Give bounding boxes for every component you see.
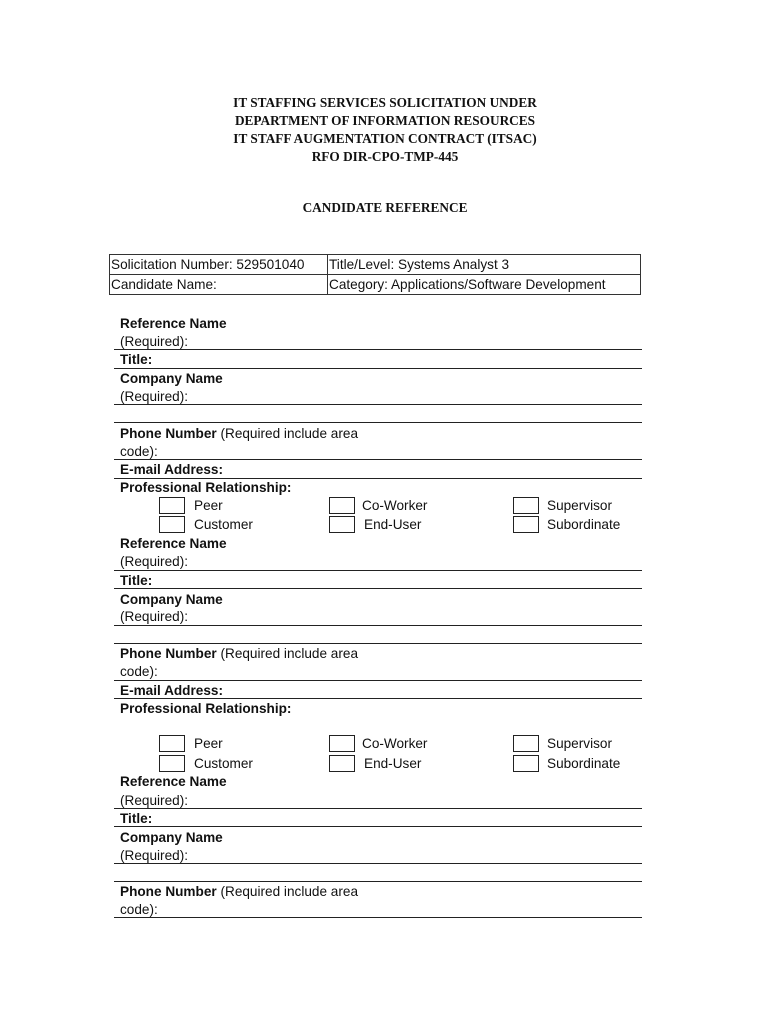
candidate-info-table — [109, 254, 641, 295]
reference-2-phone-label: Phone Number (Required include area — [120, 646, 358, 661]
reference-2-relationship-label: Professional Relationship: — [120, 701, 292, 716]
reference-1-enduser-label: End-User — [364, 517, 422, 532]
reference-3-company-field-2[interactable] — [114, 881, 642, 882]
reference-2-name-field[interactable] — [114, 570, 642, 571]
reference-3-name-required: (Required): — [120, 793, 188, 808]
reference-3-name-label: Reference Name — [120, 774, 227, 789]
reference-2-coworker-label: Co-Worker — [362, 736, 428, 751]
reference-1-name-required: (Required): — [120, 334, 188, 349]
reference-1-company-field-2[interactable] — [114, 422, 642, 423]
reference-2-subordinate-label: Subordinate — [547, 756, 621, 771]
reference-3-phone-label: Phone Number (Required include area — [120, 884, 358, 899]
reference-3-phone-field[interactable] — [114, 917, 642, 918]
reference-1-supervisor-checkbox[interactable] — [513, 497, 539, 514]
reference-2-company-label: Company Name — [120, 592, 223, 607]
reference-1-company-field[interactable] — [114, 404, 642, 405]
header-line-2: DEPARTMENT OF INFORMATION RESOURCES — [234, 113, 536, 128]
reference-1-customer-label: Customer — [194, 517, 253, 532]
reference-2-email-label: E-mail Address: — [120, 683, 223, 698]
reference-2-name-required: (Required): — [120, 554, 188, 569]
reference-1-peer-label: Peer — [194, 498, 223, 513]
reference-1-name-field[interactable] — [114, 349, 642, 350]
header-line-4: RFO DIR-CPO-TMP-445 — [311, 149, 459, 164]
header-line-3: IT STAFF AUGMENTATION CONTRACT (ITSAC) — [233, 131, 537, 146]
reference-2-subordinate-checkbox[interactable] — [513, 755, 539, 772]
reference-3-phone-hint: code): — [120, 902, 158, 917]
reference-3-company-required: (Required): — [120, 848, 188, 863]
reference-1-title-label: Title: — [120, 352, 153, 367]
reference-2-phone-hint: code): — [120, 664, 158, 679]
reference-1-company-required: (Required): — [120, 389, 188, 404]
solicitation-number-cell: Solicitation Number: 529501040 — [110, 255, 328, 275]
reference-1-relationship-label: Professional Relationship: — [120, 480, 292, 495]
document-header — [0, 94, 770, 166]
reference-1-enduser-checkbox[interactable] — [329, 516, 355, 533]
reference-2-phone-field[interactable] — [114, 680, 642, 681]
reference-3-company-label: Company Name — [120, 830, 223, 845]
reference-3-name-field[interactable] — [114, 808, 642, 809]
reference-1-coworker-checkbox[interactable] — [329, 497, 355, 514]
form-title: CANDIDATE REFERENCE — [302, 200, 468, 215]
reference-1-email-label: E-mail Address: — [120, 462, 223, 477]
reference-1-phone-hint: code): — [120, 444, 158, 459]
reference-1-coworker-label: Co-Worker — [362, 498, 428, 513]
reference-2-name-label: Reference Name — [120, 536, 227, 551]
reference-2-title-field[interactable] — [114, 588, 642, 589]
title-level-cell: Title/Level: Systems Analyst 3 — [328, 255, 641, 275]
header-line-1: IT STAFFING SERVICES SOLICITATION UNDER — [233, 95, 537, 110]
reference-3-title-field[interactable] — [114, 826, 642, 827]
candidate-name-cell[interactable]: Candidate Name: — [110, 275, 328, 295]
reference-1-subordinate-label: Subordinate — [547, 517, 621, 532]
reference-1-peer-checkbox[interactable] — [159, 497, 185, 514]
reference-3-company-field[interactable] — [114, 863, 642, 864]
reference-2-coworker-checkbox[interactable] — [329, 735, 355, 752]
reference-2-enduser-label: End-User — [364, 756, 422, 771]
reference-2-company-required: (Required): — [120, 609, 188, 624]
reference-2-supervisor-label: Supervisor — [547, 736, 612, 751]
reference-2-email-field[interactable] — [114, 698, 642, 699]
reference-2-peer-label: Peer — [194, 736, 223, 751]
reference-2-title-label: Title: — [120, 573, 153, 588]
reference-2-peer-checkbox[interactable] — [159, 735, 185, 752]
reference-1-supervisor-label: Supervisor — [547, 498, 612, 513]
reference-2-supervisor-checkbox[interactable] — [513, 735, 539, 752]
category-cell: Category: Applications/Software Development — [328, 275, 641, 295]
reference-1-company-label: Company Name — [120, 371, 223, 386]
reference-1-customer-checkbox[interactable] — [159, 516, 185, 533]
reference-2-company-field[interactable] — [114, 625, 642, 626]
reference-1-phone-label: Phone Number (Required include area — [120, 426, 358, 441]
reference-1-subordinate-checkbox[interactable] — [513, 516, 539, 533]
reference-2-customer-checkbox[interactable] — [159, 755, 185, 772]
reference-1-title-field[interactable] — [114, 368, 642, 369]
reference-3-title-label: Title: — [120, 811, 153, 826]
reference-1-name-label: Reference Name — [120, 316, 227, 331]
reference-2-customer-label: Customer — [194, 756, 253, 771]
reference-2-enduser-checkbox[interactable] — [329, 755, 355, 772]
reference-2-company-field-2[interactable] — [114, 643, 642, 644]
reference-1-phone-field[interactable] — [114, 459, 642, 460]
